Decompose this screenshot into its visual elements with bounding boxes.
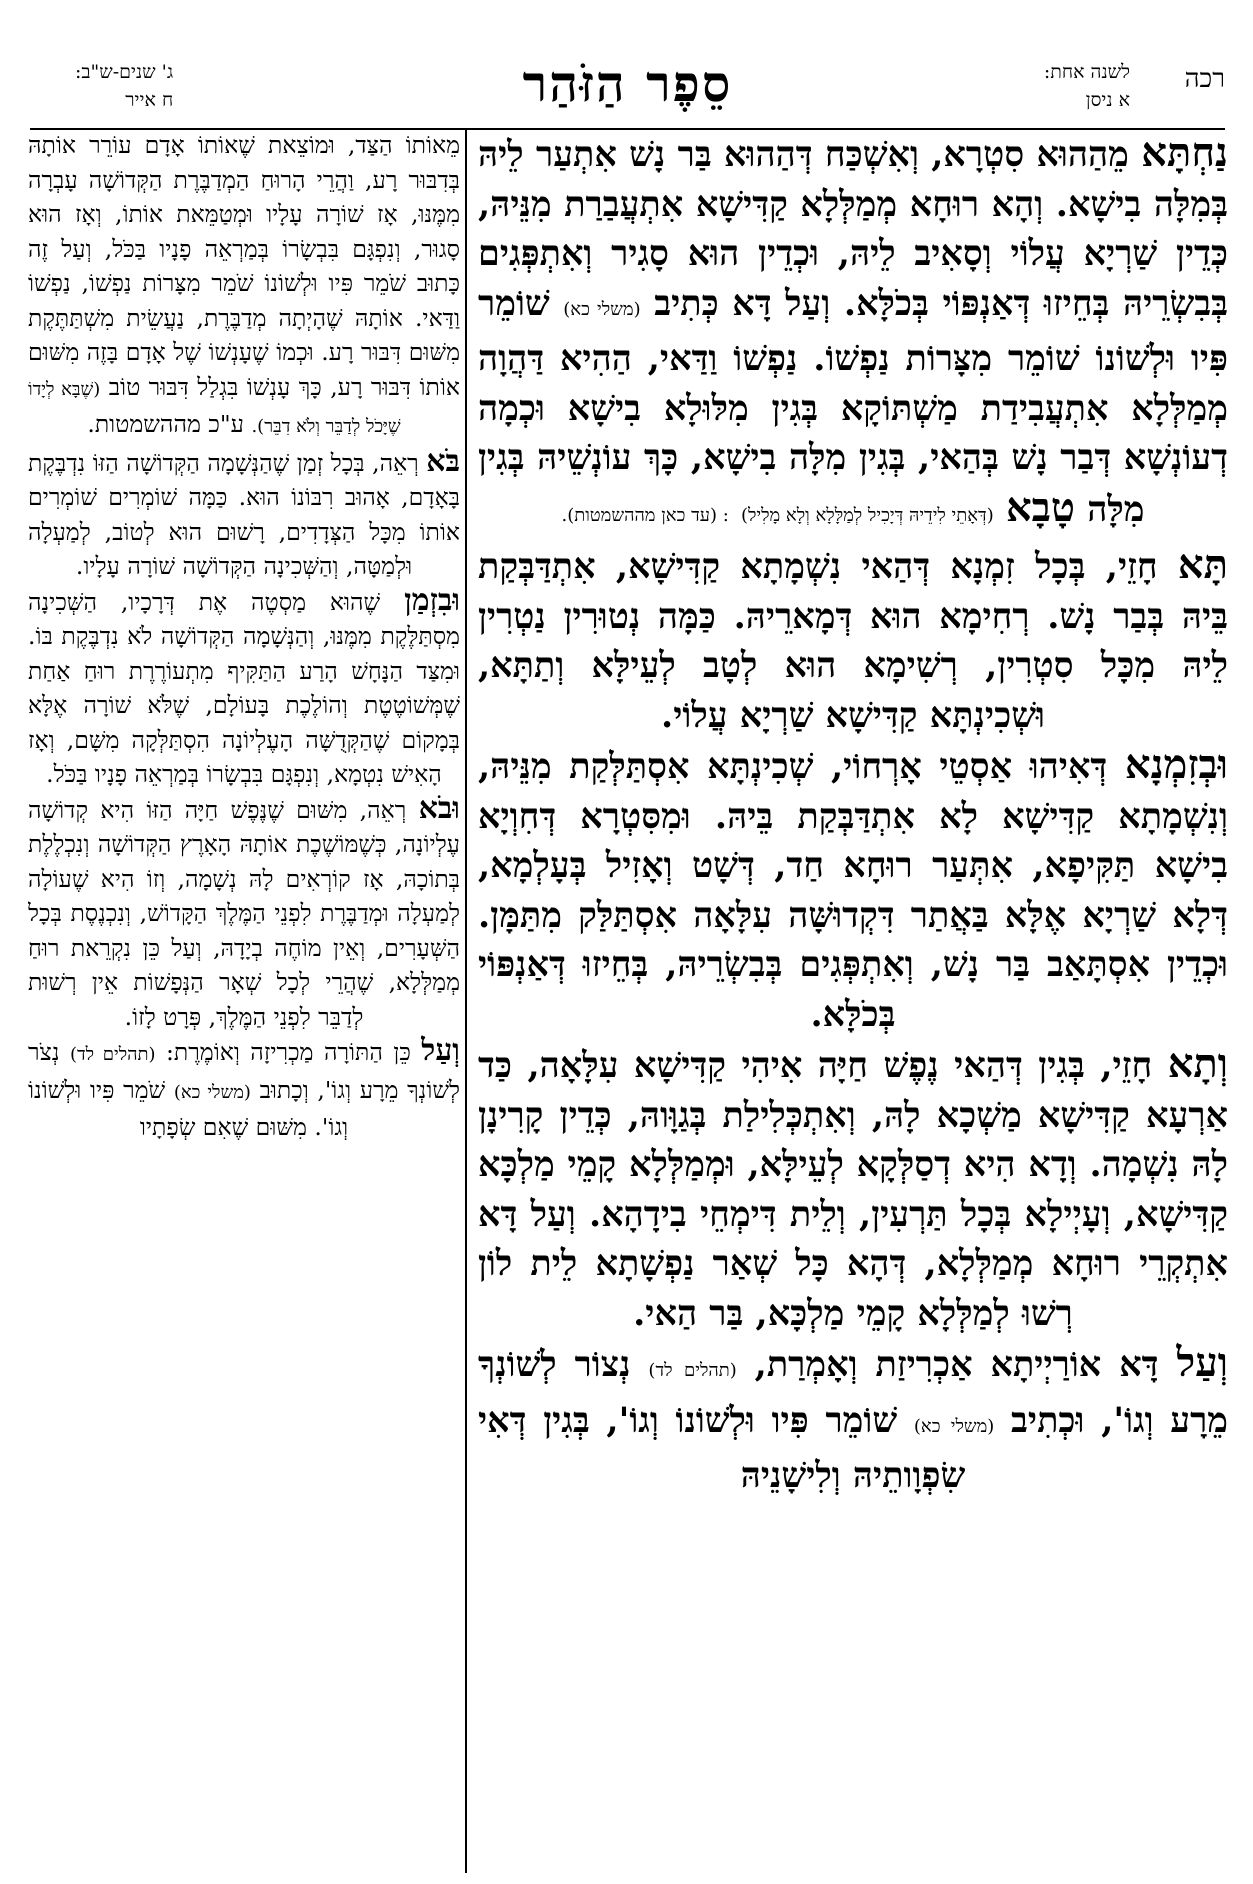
lead-word: נַחְתָּא <box>1141 129 1228 176</box>
verse-reference: (תהלים לד) <box>648 1360 737 1381</box>
omission-end-note: ע"כ מההשמטות. <box>87 410 244 438</box>
schedule-three-years-label: ג' שנים-ש"ב: <box>75 61 174 83</box>
main-text: מֵהַהוּא סִטְרָא, וְאִשְׁכַּח דְּהַהוּא בַּר נָשׁ אִתְעַר לֵיהּ בְּמִלָּה בִישָׁא. וְהָא רוּחָא מְמַלְּלָא קַדִּישָׁא אִתְעֲבַרַת מִנֵּיהּ, כְּדֵין שַׁרְיָא עֲלוֹי וְסָאִיב לֵיהּ, וּכְדֵין הוּא סָגִיר וְאִתְפְּגִים בְּבִשְׂרֵיהּ בְּחֵיזוּ דְּאַנְפּוֹי בְּכֹלָּא. וְעַל דָּא כְּתִיב <box>478 134 1228 324</box>
main-text: חָזֵי, בְּכָל זִמְנָא דְּהַאי נִשְׁמָתָא קַדִּישָׁא, אִתְדַּבְּקַת בֵּיהּ בְּבַר נָשׁ. רְחִימָא הוּא דְּמָארֵיהּ. כַּמָּה נְטוּרִין נַטְרִין לֵיהּ מִכָּל סִטְרִין, רְשִׁימָא הוּא לְטָב לְעֵילָּא וְתַתָּא, וּשְׁכִינְתָּא קַדִּישָׁא שַׁרְיָא עֲלוֹי. <box>478 546 1228 736</box>
verse-reference: (תהלים לד) <box>69 1044 156 1065</box>
book-title: סֵפֶר הַזֹּהַר <box>522 54 733 113</box>
column-divider <box>465 128 467 1873</box>
lead-word: טָבָא <box>1005 483 1076 531</box>
schedule-one-year-date: א ניסן <box>1085 89 1130 111</box>
side-paragraph-2 <box>28 445 460 584</box>
lead-word: וְתָא <box>1167 1040 1228 1087</box>
main-text: שׁוֹמֵר פִּיו וּלְשׁוֹנוֹ שׁוֹמֵר מִצָּרוֹת נַפְשׁוֹ. נַפְשׁוֹ וַדַּאי, הַהִיא דַּהֲוָה מְמַלְּלָא אִתְעֲבִידַת מַשְׁתּוֹקָא בְּגִין מִלּוּלָא בִישָׁא וּכְמָה דְעוֹנְשָׁא דְּבַר נָשׁ בְּהַאי, בְּגִין מִלָּה בִישָׁא, כָּךְ עוֹנְשֵׁיהּ בְּגִין מִלָּה <box>478 282 1228 530</box>
side-paragraph-1 <box>28 128 460 445</box>
side-text: רְאֵה, מִשּׁוּם שֶׁנֶּפֶשׁ חַיָּה הַזּוֹ הִיא קְדוֹשָׁה עֶלְיוֹנָה, כְּשֶׁמּוֹשֶׁכֶת אוֹתָהּ הָאָרֶץ הַקְּדוֹשָׁה וְנִכְלֶלֶת בְּתוֹכָהּ, אָז קוֹרְאִים לָהּ נְשָׁמָה, וְזוֹ הִיא שֶׁעוֹלָה לְמַעְלָה וּמְדַבֶּרֶת לִפְנֵי הַמֶּלֶךְ הַקָּדוֹשׁ, וְנִכְנֶסֶת בְּכָל הַשְּׁעָרִים, וְאֵין מוֹחֶה בְיָדָהּ, וְעַל כֵּן נִקְרֵאת רוּחַ מְמַלְּלָא, שֶׁהֲרֵי לְכָל שְׁאָר הַנְּפָשׁוֹת אֵין רְשׁוּת לְדַבֵּר לִפְנֵי הַמֶּלֶךְ, פְּרָט לָזוֹ. <box>28 795 460 1031</box>
verse-reference: (משלי כא) <box>563 298 641 320</box>
schedule-three-years-date: ח אייר <box>125 89 174 111</box>
side-text: מֵאוֹתוֹ הַצַּד, וּמוֹצֵאת שֶׁאוֹתוֹ אָדָם עוֹרֵר אוֹתָהּ בְּדִבּוּר רָע, וַהֲרֵי הָרוּחַ הַמְדַבֶּרֶת הַקְּדוֹשָׁה עָבְרָה מִמֶּנּוּ, אָז שׁוֹרָה עָלָיו וּמְטַמֵּאת אוֹתוֹ, וְאָז הוּא סָגוּר, וְנִפְגָּם בִּבְשָׂרוֹ בְּמַרְאֵה פָנָיו בַּכֹּל, וְעַל זֶה כָּתוּב שֹׁמֵר פִּיו וּלְשׁוֹנוֹ שֹׁמֵר מִצָּרוֹת נַפְשׁוֹ, נַפְשׁוֹ וַדַּאי. אוֹתָהּ שֶׁהָיְתָה מְדַבֶּרֶת, נַעֲשֵׂית מִשְׁתַּתֶּקֶת מִשּׁוּם דִּבּוּר רָע. וּכְמוֹ שֶׁעָנְשׁוֹ שֶׁל אָדָם בָּזֶה מִשּׁוּם אוֹתוֹ דִּבּוּר רָע, כָּךְ עָנְשׁוֹ בִּגְלַל דִּבּוּר טוֹב <box>28 131 460 401</box>
main-text: נְצוֹר לְשׁוֹנְךָ מֵרָע וְגוֹ', וּכְתִיב <box>478 1344 1228 1441</box>
verse-reference: (משלי כא) <box>913 1415 995 1437</box>
main-text: דָּא אוֹרַיְיתָא אַכְרִיזַת וְאָמְרַת, <box>754 1344 1159 1385</box>
lead-word: וּבֹא <box>418 790 460 826</box>
page-header <box>30 54 1225 128</box>
schedule-one-year-label: לשנה אחת: <box>1043 61 1130 83</box>
lead-word: וּבִזְמַן <box>404 582 460 618</box>
side-paragraph-3 <box>28 584 460 792</box>
main-paragraph-4 <box>478 1039 1228 1338</box>
aramaic-column <box>478 128 1228 1878</box>
lead-word: וְעַל <box>1176 1339 1228 1386</box>
verse-reference: (משלי כא) <box>173 1081 251 1103</box>
hebrew-translation-column <box>28 128 460 1878</box>
side-text: נְצֹר לְשׁוֹנְךָ מֵרָע וְגוֹ', וְכָתוּב <box>28 1038 460 1104</box>
main-text: דְּאִיהוּ אַסְטֵי אָרְחוֹי, שְׁכִינְתָּא אִסְתַּלְּקַת מִנֵּיהּ, וְנִשְׁמָתָא קַדִּישָׁא לָא אִתְדַּבְּקַת בֵּיהּ. וּמִסִּטְרָא דְּחִוְיָא בִישָׁא תַּקִּיפָא, אִתְּעַר רוּחָא חַד, דְּשָׁט וְאָזִיל בְּעָלְמָא, דְּלָא שַׁרְיָא אֶלָּא בַּאֲתַר דִּקְדוּשָּׁה עִלָּאָה אִסְתַּלַּק מִתַּמָּן. וּכְדֵין אִסְתָּאַב בַּר נָשׁ, וְאִתְפְּגִים בְּבִשְׂרֵיהּ, בְּחֵיזוּ דְּאַנְפּוֹי בְּכֹלָּא. <box>478 746 1228 1035</box>
main-paragraph-1 <box>478 128 1228 540</box>
omission-end-note: : (עד כאן מההשמטות). <box>561 504 729 526</box>
side-text: שֶׁהוּא מַסְטֶה אֶת דְּרָכָיו, הַשְּׁכִינָה מִסְתַּלֶּקֶת מִמֶּנּוּ, וְהַנְּשָׁמָה הַקְּדוֹשָׁה לֹא נִדְבֶּקֶת בּוֹ. וּמִצַּד הַנָּחָשׁ הָרַע הַתַּקִּיף מִתְעוֹרֶרֶת רוּחַ אַחַת שֶׁמְּשׁוֹטֶטֶת וְהוֹלֶכֶת בָּעוֹלָם, שֶׁלֹּא שׁוֹרָה אֶלָּא בְּמָקוֹם שֶׁהַקְּדֻשָּׁה הָעֶלְיוֹנָה הִסְתַּלְּקָה מִשָּׁם, וְאָז הָאִישׁ נִטְמָא, וְנִפְגָּם בִּבְשָׂרוֹ בְּמַרְאֵה פָנָיו בַּכֹּל. <box>28 587 460 788</box>
side-text: רְאֵה, בְּכָל זְמַן שֶׁהַנְּשָׁמָה הַקְּדוֹשָׁה הַזּוֹ נִדְבֶּקֶת בָּאָדָם, אָהוּב רִבּוֹנוֹ הוּא. כַּמָּה שׁוֹמְרִים שׁוֹמְרִים אוֹתוֹ מִכָּל הַצְּדָדִים, רָשׁוּם הוּא לְטוֹב, לְמַעְלָה וּלְמַטָּה, וְהַשְּׁכִינָה הַקְּדוֹשָׁה שׁוֹרָה עָלָיו. <box>28 448 460 580</box>
side-text: שֹׁמֵר פִּיו וּלְשׁוֹנוֹ וְגוֹ'. מִשּׁוּם שֶׁאִם שְׂפָתָיו <box>28 1075 349 1141</box>
inserted-note: (דְּאָתֵי לִידֵיהּ דְּיָכִיל לְמַלָּלָא וְלָא מָלִיל) <box>740 504 994 526</box>
lead-word: תָּא <box>1177 541 1228 588</box>
page-number: רכה <box>1184 64 1225 94</box>
side-paragraph-5 <box>28 1034 460 1145</box>
lead-word: וּבְזִמְנָא <box>1124 741 1228 788</box>
inserted-note: (שֶׁבָּא לְיָדוֹ שֶׁיָּכֹל לְדַבֵּר וְלֹא דִבֵּר). <box>28 378 401 437</box>
schedule-three-years <box>75 58 173 114</box>
main-text: שׁוֹמֵר פִּיו וּלְשׁוֹנוֹ וְגוֹ', בְּגִין דְּאִי שִׂפְוָותֵיהּ וְלִישָׁנֵיהּ <box>478 1399 966 1496</box>
main-paragraph-5 <box>478 1338 1228 1501</box>
main-paragraph-3 <box>478 740 1228 1039</box>
main-paragraph-2 <box>478 540 1228 740</box>
side-paragraph-4 <box>28 792 460 1035</box>
side-text: כֵּן הַתּוֹרָה מַכְרִיזָה וְאוֹמֶרֶת: <box>165 1038 411 1066</box>
lead-word: בֹּא <box>426 443 460 479</box>
main-text: חָזֵי, בְּגִין דְּהַאי נֶפֶשׁ חַיָּה אִיהִי קַדִּישָׁא עִלָּאָה, כַּד אַרְעָא קַדִּישָׁא מַשְׁכָא לָהּ, וְאִתְכְּלִילַת בְּגַוָּוהּ, כְּדֵין קָרִינָן לָהּ נִשְׁמָה. וְדָא הִיא דְסַלְּקָא לְעֵילָּא, וּמְמַלְּלָא קָמֵי מַלְכָּא קַדִּישָׁא, וְעָיְילָא בְּכָל תַּרְעִין, וְלֵית דִּימְחֵי בִידָהָא. וְעַל דָּא אִתְקְרֵי רוּחָא מְמַלְּלָא, דְּהָא כָּל שְׁאַר נַפְשָׁתָא לֵית לוֹן רְשׁוּ לְמַלְּלָא קָמֵי מַלְכָּא, בַּר הַאי. <box>478 1045 1228 1334</box>
lead-word: וְעַל <box>421 1033 460 1068</box>
